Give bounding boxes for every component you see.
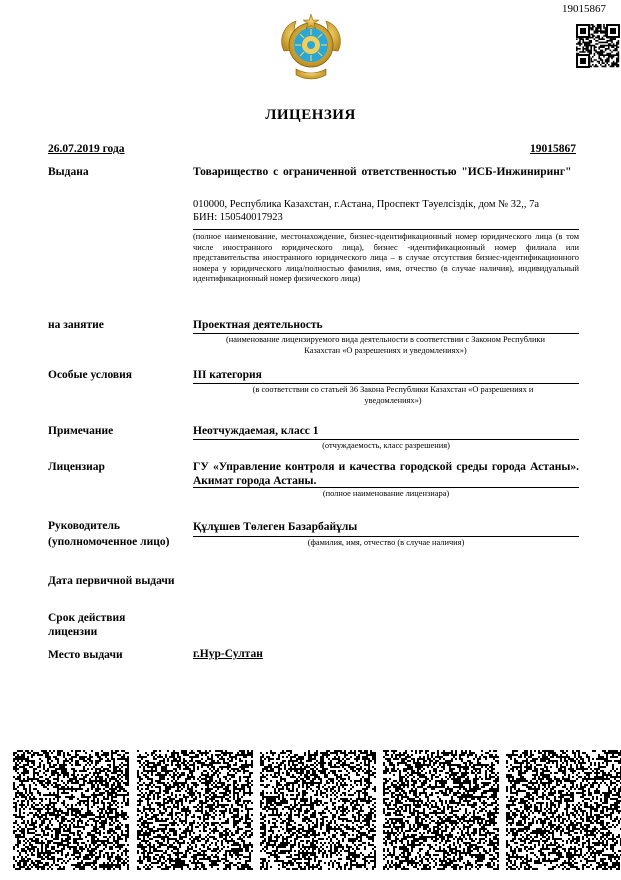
licensor-value: ГУ «Управление контроля и качества городской среды города Астаны». Акимат города Астаны. (193, 461, 579, 487)
special-conditions-value: III категория (193, 369, 262, 381)
header-doc-number: 19015867 (562, 3, 606, 15)
licensor-label: Лицензиар (48, 461, 105, 473)
qr-code-icon (260, 750, 376, 870)
issue-date: 26.07.2019 года (48, 143, 125, 155)
place-value: г.Нур-Султан (193, 648, 263, 660)
place-label: Место выдачи (48, 649, 123, 661)
issued-to-hint: (полное наименование, местонахождение, бизнес-идентификационный номер юридического лица (в том числе иностранного юридического лица), бизнес -идентификационный номер филиала или представительства иностранного юридического лица – в случае отсутствия бизнес-идентификационного номера у юридического лица/полностью фамилия, имя, отчество (в случае наличия), индивидуальный идентификационный номер физического лица) (193, 232, 579, 283)
issued-to-rule (193, 229, 579, 230)
licensor-hint: (полное наименование лицензиара) (322, 489, 450, 498)
issued-to-label: Выдана (48, 166, 89, 178)
note-label: Примечание (48, 425, 114, 437)
note-value: Неотчуждаемая, класс 1 (193, 425, 319, 437)
head-rule (193, 536, 579, 537)
activity-label: на занятие (48, 319, 104, 331)
head-hint: (фамилия, имя, отчество (в случае наличия) (307, 538, 465, 547)
qr-code-icon (506, 750, 621, 870)
qr-code-icon (137, 750, 253, 870)
activity-hint: (наименование лицензируемого вида деятельности в соответствии с Законом Республики Казахстан «О разрешениях и уведомлениях») (226, 335, 545, 355)
special-conditions-hint: (в соответствии со статьей 36 Закона Республики Казахстан «О разрешениях и уведомлениях») (252, 385, 534, 405)
note-rule (193, 439, 579, 440)
activity-value: Проектная деятельность (193, 319, 323, 331)
qr-code-icon (13, 750, 129, 870)
issued-to-name: Товарищество с ограниченной ответственностью "ИСБ-Инжиниринг" (193, 166, 572, 178)
first-issue-label: Дата первичной выдачи (48, 575, 175, 587)
qr-code-icon (576, 24, 620, 68)
special-conditions-rule (193, 383, 579, 384)
qr-code-icon (383, 750, 499, 870)
licensor-rule (193, 487, 579, 488)
head-value: Құлұшев Төлеген Базарбайұлы (193, 521, 358, 533)
validity-label-2: лицензии (48, 626, 98, 638)
validity-label-1: Срок действия (48, 612, 126, 624)
issued-to-address: 010000, Республика Казахстан, г.Астана, Проспект Тәуелсіздік, дом № 32,, 7а (193, 199, 540, 210)
activity-rule (193, 333, 579, 334)
special-conditions-label: Особые условия (48, 369, 132, 381)
document-title: ЛИЦЕНЗИЯ (265, 107, 356, 123)
issued-to-bin: БИН: 150540017923 (193, 212, 283, 223)
head-label-1: Руководитель (48, 520, 120, 532)
coat-of-arms-emblem (276, 11, 346, 83)
note-hint: (отчуждаемость, класс разрешения) (322, 441, 450, 450)
head-label-2: (уполномоченное лицо) (48, 536, 170, 548)
license-number: 19015867 (530, 143, 576, 155)
